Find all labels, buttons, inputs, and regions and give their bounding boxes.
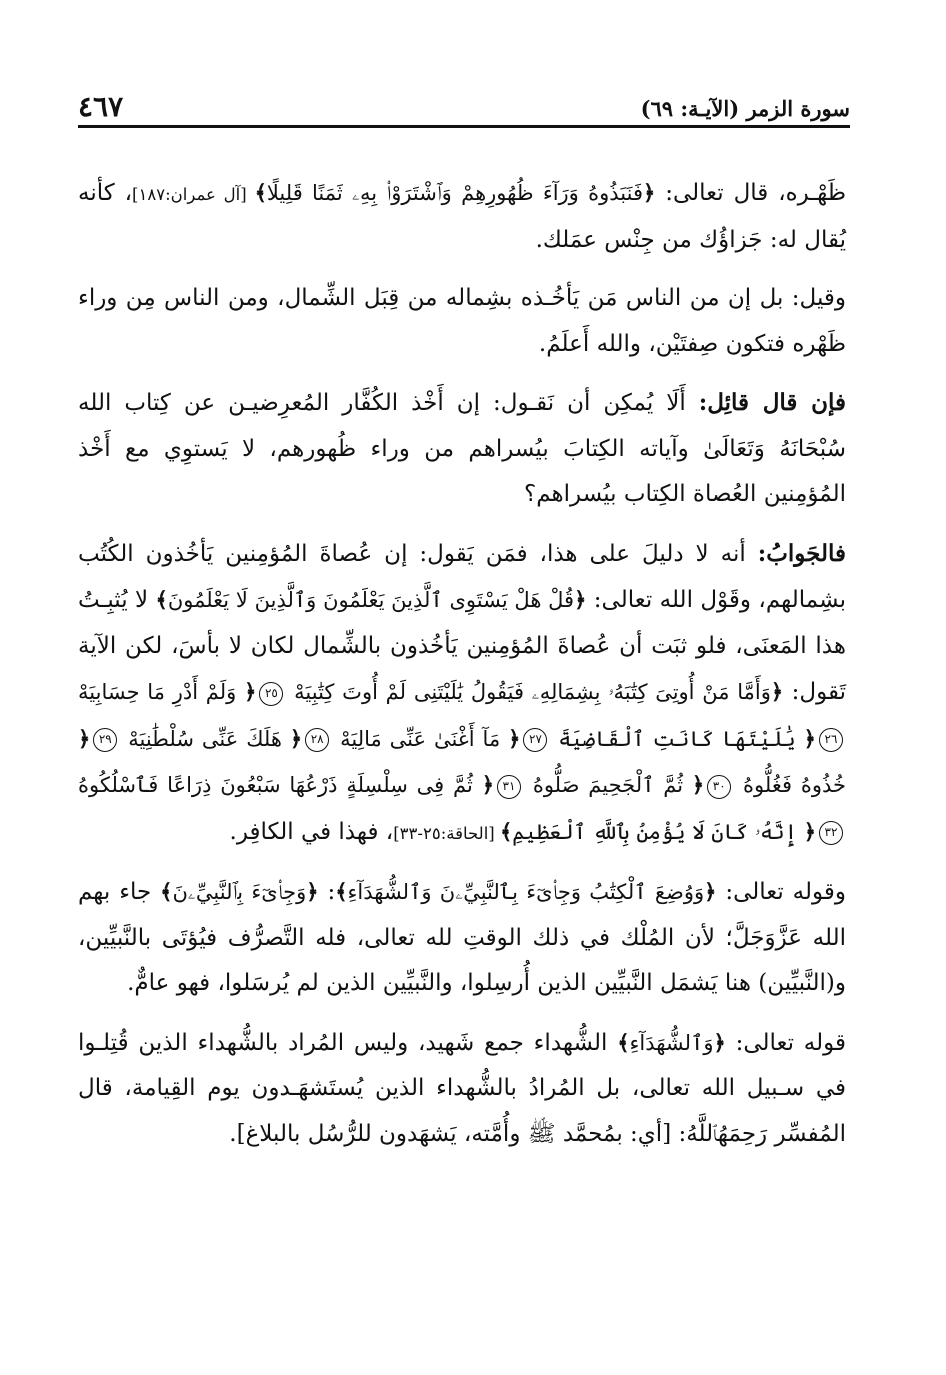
quran-text: قُلْ هَلْ يَسْتَوِى ٱلَّذِينَ يَعْلَمُونَ وَٱلَّذِينَ لَا يَعْلَمُونَ [167,588,575,612]
ornate-bracket-open: ﴿ [289,725,303,751]
paragraph [78,531,846,857]
ornate-bracket-open: ﴿ [306,879,319,904]
ornate-bracket-open: ﴿ [704,879,717,904]
ornate-bracket-open: ﴿ [803,725,816,751]
paragraph [78,1020,846,1158]
quran-text: وَٱلشُّهَدَآءِ [629,1030,714,1055]
body-text: الشُّهداء جمع شَهيد، وليس المُراد بالشُّهداء الذين قُتِلـوا في سـبيل الله تعالى، بل المُرادُ بالشُّهداء الذين يُستَشهَـدون يوم القِيامة، قال المُفسِّر رَحِمَهُٱللَّهُ: [أي: بمُحمَّد ﷺ وأُمَّته، يَشهَدون للرُّسُل بالبلاغ]. [78,1029,846,1147]
body-text: أنه لا دليلَ على هذا، فمَن يَقول: إن عُصاةَ المُؤمِنين يَأخُذون الكُتُب بشِمالهم، وقَوْل الله تعالى: [78,540,846,613]
paragraph [78,170,846,263]
verse-number: ٢٧ [523,728,547,752]
body-text: : [318,879,336,905]
quran-text: فَنَبَذُوهُ وَرَآءَ ظُهُورِهِمْ وَٱشْتَرَوْا۟ بِهِۦ ثَمَنًا قَلِيلًا [266,181,643,205]
ornate-bracket-open: ﴿ [713,1029,726,1055]
quran-quote [255,181,656,205]
quran-quote [494,773,704,797]
citation-reference: [آل عمران:١٨٧] [132,185,255,204]
body-text: ، فهذا في الكافِر. [229,818,394,845]
quran-text: ثُمَّ ٱلْجَحِيمَ صَلُّوهُ [532,773,692,797]
ornate-bracket-open: ﴿ [803,818,816,844]
paragraph [78,276,846,367]
ornate-bracket-close: ﴾ [155,587,168,612]
page-number: ٤٦٧ [78,90,124,123]
body-text: وقوله تعالى: [716,879,847,905]
quran-text: خُذُوهُ فَغُلُّوهُ [743,773,846,797]
quran-text: مَآ أَغْنَىٰ عَنِّى مَالِيَهْ [340,726,509,751]
verse-number: ٢٩ [93,728,117,752]
quran-quote [160,880,318,904]
quran-quote [335,880,716,904]
ornate-bracket-open: ﴿ [481,772,494,797]
quran-quote [520,727,816,751]
ornate-bracket-open: ﴿ [642,180,656,205]
quran-quote [90,727,302,751]
quran-quote [256,680,783,704]
running-title: سورة الزمر (الآيـة: ٦٩) [640,96,850,121]
quran-quote [156,588,587,612]
quran-text: يَٰلَيْتَهَا كَانَتِ ٱلْقَاضِيَةَ [558,726,804,751]
body-text: قوله تعالى: [725,1029,847,1056]
paragraph [78,869,846,1007]
ornate-bracket-open: ﴿ [244,679,257,704]
body-text: جاء بهم الله عَزَّوَجَلَّ؛ لأن المُلْك في ذلك الوقتِ لله تعالى، فله التَّصرُّف فيُؤتَى بالنَّبيِّين، و(النَّبيِّين) هنا يَشمَل النَّبيِّين الذين أُرسِلوا، والنَّبيِّين الذين لم يُرسَلوا، فهو عامٌّ. [78,879,846,996]
ornate-bracket-open: ﴿ [78,725,91,751]
ornate-bracket-open: ﴿ [508,725,521,751]
header-rule [78,125,850,128]
body-text: ، كأنه يُقال له: جَزاؤُك من جِنْس عمَلك. [78,180,846,253]
quran-text: وَجِا۟ىٓءَ بِٱلنَّبِيِّۦنَ [172,880,307,904]
quran-quote [500,820,816,844]
citation-reference: [الحاقة:٢٥-٣٣] [393,823,500,843]
ornate-bracket-open: ﴿ [770,679,784,704]
verse-number: ٢٥ [259,682,283,706]
page-header [78,86,850,128]
paragraph-lead: فالجَوابُ: [757,539,846,567]
quran-text: وَأَمَّا مَنْ أُوتِىَ كِتَٰبَهُۥ بِشِمَالِهِۦ فَيَقُولُ يَٰلَيْتَنِى لَمْ أُوتَ كِتَٰبِيَهْ [294,680,771,704]
verse-number: ٣٢ [819,821,843,845]
paragraph-lead: فإن قال قائِل: [698,389,846,416]
quran-quote [617,1031,726,1055]
verse-number: ٢٨ [305,728,329,752]
verse-number: ٣٠ [707,775,731,799]
ornate-bracket-close: ﴾ [617,1029,630,1055]
quran-text: ثُمَّ فِى سِلْسِلَةٍ ذَرْعُهَا سَبْعُونَ ذِرَاعًا فَٱسْلُكُوهُ [78,773,482,797]
body-text: وقيل: بل إن من الناس مَن يَأخُـذه بشِماله من قِبَل الشِّمال، ومن الناس مِن وراء ظَهْره فتكون صِفتَيْن، والله أَعلَمُ. [78,285,846,357]
body-text: أَلَا يُمكِن أن نَقـول: إن أَخْذ الكُفَّار المُعرِضيـن عن كِتاب الله سُبْحَانَهُ وَتَعَالَىٰ وآياته الكِتابَ بيُسراهم من وراء ظُهورهم، لا يَستوِي مع أَخْذ المُؤمِنين العُصاة الكِتاب بيُسراهم؟ [78,390,846,507]
ornate-bracket-close: ﴾ [335,879,348,904]
body-text: لا يُثبِـتُ هذا المَعنَى، فلو ثبَت أن عُصاةَ المُؤمِنين يَأخُذون بالشِّمال لكان لا بأسَ، لكن الآية تَقول: [78,587,846,705]
quran-text: وَوُضِعَ ٱلْكِتَٰبُ وَجِا۟ىٓءَ بِٱلنَّبِيِّۦنَ وَٱلشُّهَدَآءِ [347,880,705,904]
ornate-bracket-close: ﴾ [499,818,513,844]
ornate-bracket-open: ﴿ [574,587,587,612]
ornate-bracket-close: ﴾ [254,180,267,205]
ornate-bracket-open: ﴿ [691,772,705,797]
quran-text: هَلَكَ عَنِّى سُلْطَٰنِيَهْ [128,726,290,751]
quran-quote [302,727,520,751]
body-text: ظَهْـره، قال تعالى: [655,180,847,206]
verse-number: ٣١ [497,775,521,799]
ornate-bracket-close: ﴾ [160,879,173,904]
quran-text: وَلَمْ أَدْرِ مَا حِسَابِيَهْ [78,680,245,704]
paragraph [78,380,846,518]
verse-number: ٢٦ [819,728,843,752]
page-body [78,170,846,1170]
quran-text: إِنَّهُۥ كَانَ لَا يُؤْمِنُ بِٱللَّهِ ٱلْعَظِيمِ [512,819,804,844]
